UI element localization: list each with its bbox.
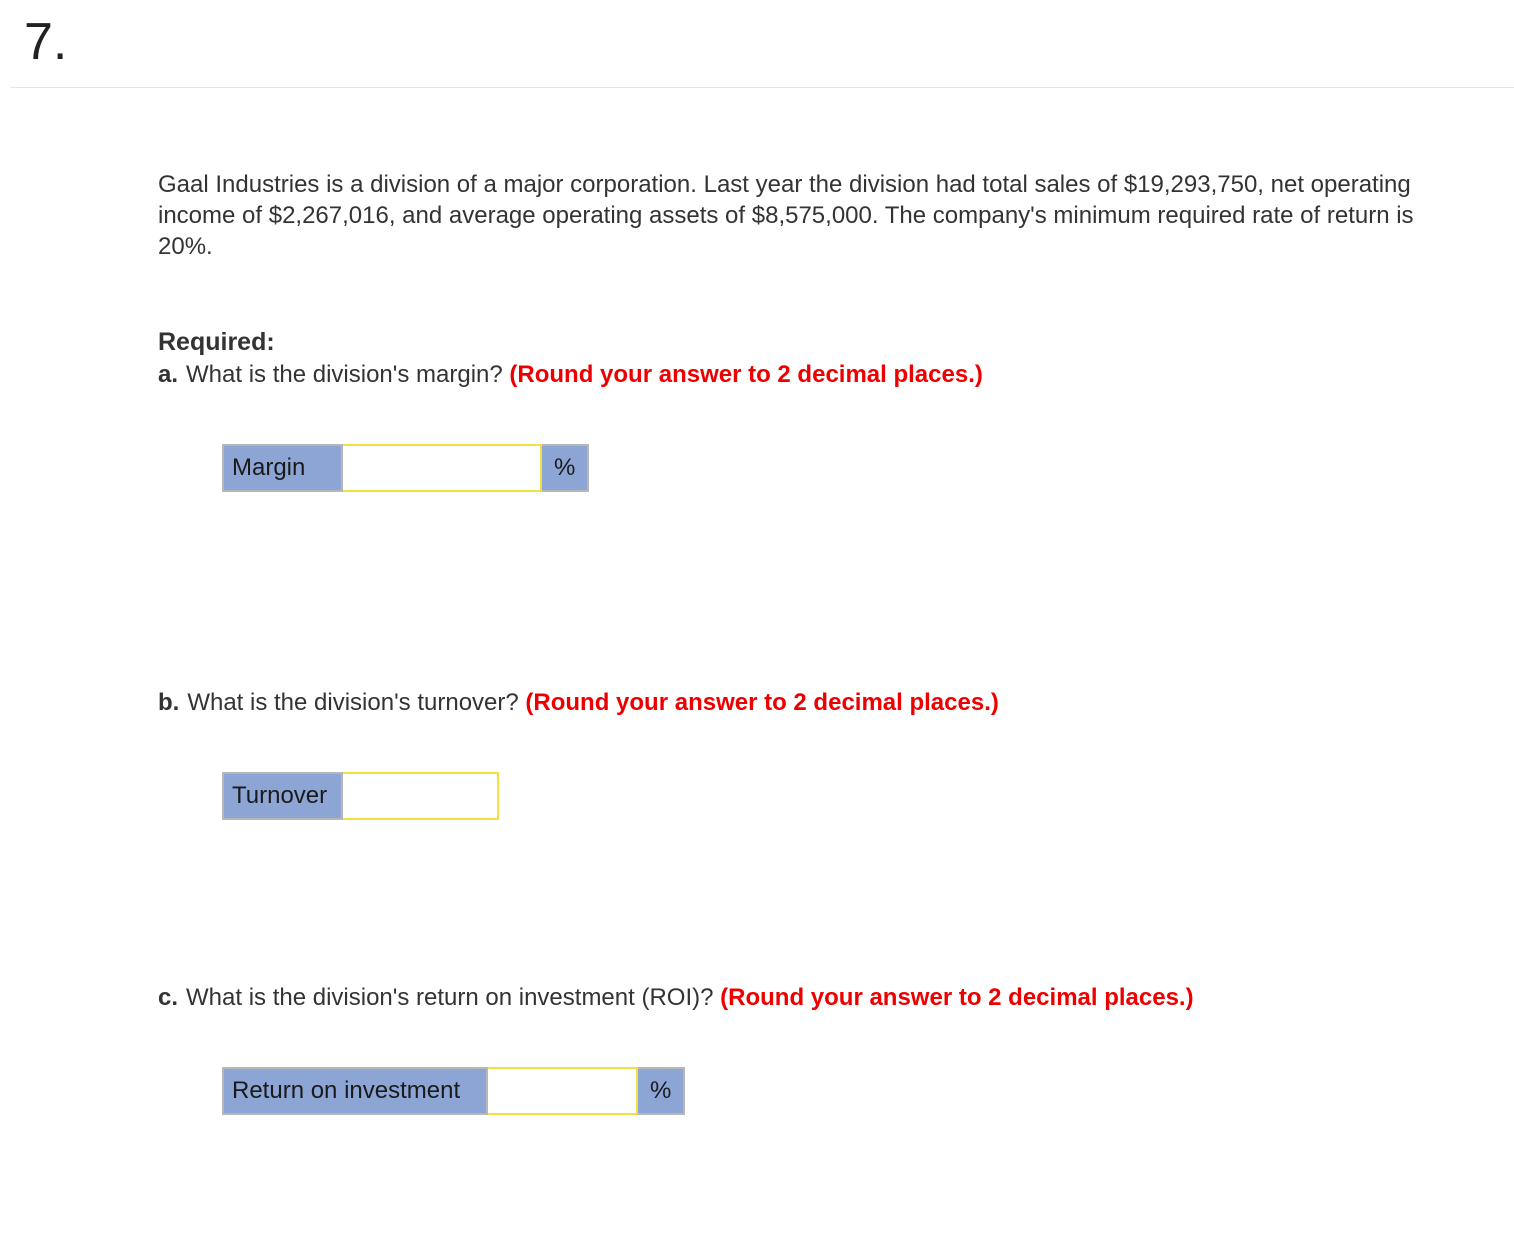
roi-label: Return on investment xyxy=(223,1068,487,1114)
question-a-instruction: (Round your answer to 2 decimal places.) xyxy=(509,361,983,388)
question-b xyxy=(158,687,999,718)
turnover-label: Turnover xyxy=(223,773,342,819)
question-c-instruction: (Round your answer to 2 decimal places.) xyxy=(720,984,1194,1011)
question-b-instruction: (Round your answer to 2 decimal places.) xyxy=(525,689,999,716)
question-a xyxy=(158,359,983,390)
roi-unit: % xyxy=(637,1068,684,1114)
question-b-letter: b. xyxy=(158,689,180,716)
question-a-letter: a. xyxy=(158,361,179,388)
required-heading: Required: xyxy=(158,328,275,356)
question-c-text: What is the division's return on investment (ROI)? xyxy=(186,984,714,1011)
margin-answer-row xyxy=(222,444,589,492)
margin-input-cell xyxy=(342,445,541,491)
question-c-letter: c. xyxy=(158,984,179,1011)
question-c xyxy=(158,982,1194,1013)
margin-input[interactable] xyxy=(343,448,540,488)
question-a-text: What is the division's margin? xyxy=(186,361,503,388)
problem-statement: Gaal Industries is a division of a major corporation. Last year the division had total sales of $19,293,750, net operating income of $2,267,016, and average operating assets of $8,575,000. The company's minimum required rate of return is 20%. xyxy=(158,171,1414,260)
question-number: 7. xyxy=(24,13,68,71)
question-b-text: What is the division's turnover? xyxy=(187,689,519,716)
roi-input[interactable] xyxy=(488,1071,636,1111)
margin-unit: % xyxy=(541,445,588,491)
margin-label: Margin xyxy=(223,445,342,491)
turnover-answer-row xyxy=(222,772,499,820)
turnover-input-cell xyxy=(342,773,498,819)
turnover-input[interactable] xyxy=(343,776,497,816)
roi-input-cell xyxy=(487,1068,637,1114)
header-divider xyxy=(10,87,1514,88)
roi-answer-row xyxy=(222,1067,685,1115)
